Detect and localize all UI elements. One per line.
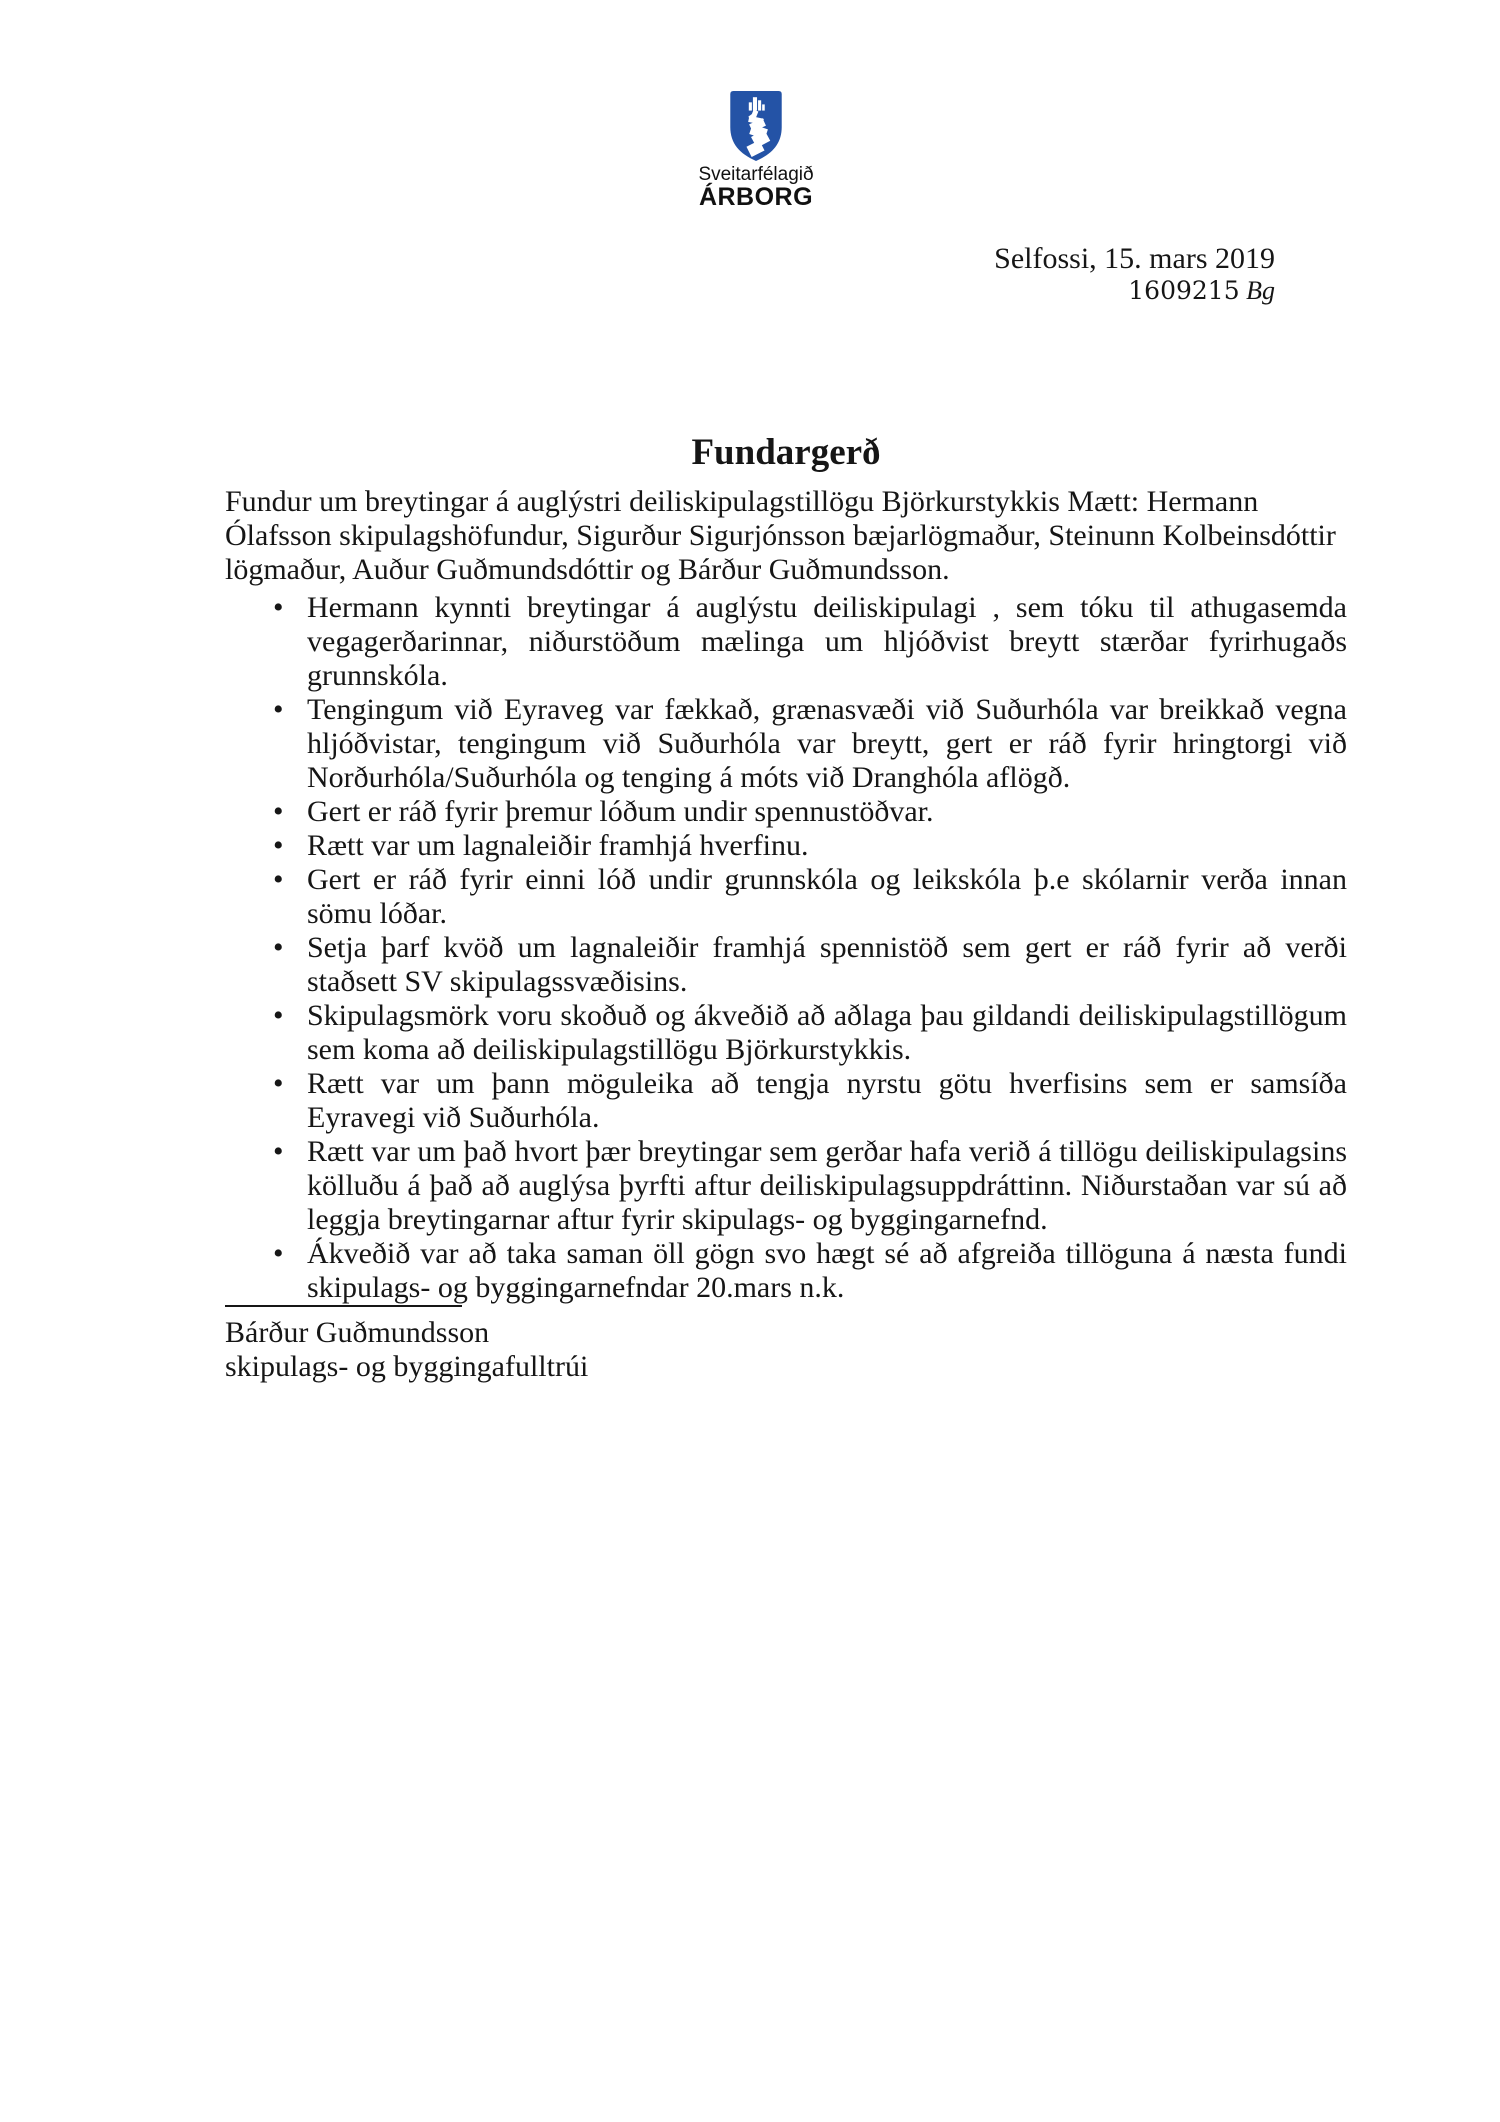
minutes-item: • Skipulagsmörk voru skoðuð og ákveðið að aðlaga þau gildandi deiliskipulagstillögum sem koma að deiliskipulagstillögu Björkurstykkis. xyxy=(307,999,1347,1067)
intro-paragraph: Fundur um breytingar á auglýstri deiliskipulagstillögu Björkurstykkis Mætt: Hermann Ólafsson skipulagshöfundur, Sigurður Sigurjónsson bæjarlögmaður, Steinunn Kolbeinsdóttir lögmaður, Auður Guðmundsdóttir og Bárður Guðmundsson. xyxy=(225,485,1336,586)
arborg-coat-of-arms-icon xyxy=(729,90,783,162)
place-date: Selfossi, 15. mars 2019 xyxy=(994,242,1275,275)
case-number: 1609215 xyxy=(1128,276,1240,305)
signature-rule xyxy=(225,1305,462,1307)
minutes-item: • Setja þarf kvöð um lagnaleiðir framhjá spennistöð sem gert er ráð fyrir að verði staðsett SV skipulagssvæðisins. xyxy=(307,931,1347,999)
logo-subtitle: Sveitarfélagið xyxy=(698,164,814,185)
minutes-list xyxy=(225,591,1347,1305)
minutes-item: • Hermann kynnti breytingar á auglýstu deiliskipulagi , sem tóku til athugasemda vegagerðarinnar, niðurstöðum mælinga um hljóðvist breytt stærðar fyrirhugaðs grunnskóla. xyxy=(307,591,1347,693)
clerk-initials: Bg xyxy=(1246,276,1275,305)
minutes-item: • Rætt var um þann möguleika að tengja nyrstu götu hverfisins sem er samsíða Eyravegi við Suðurhóla. xyxy=(307,1067,1347,1135)
minutes-item: • Tengingum við Eyraveg var fækkað, grænasvæði við Suðurhóla var breikkað vegna hljóðvistar, tengingum við Suðurhóla var breytt, gert er ráð fyrir hringtorgi við Norðurhóla/Suðurhóla og tenging á móts við Dranghóla aflögð. xyxy=(307,693,1347,795)
minutes-item: • Gert er ráð fyrir einni lóð undir grunnskóla og leikskóla þ.e skólarnir verða innan sömu lóðar. xyxy=(307,863,1347,931)
signature-role: skipulags- og byggingafulltrúi xyxy=(225,1350,589,1383)
signature-block xyxy=(225,1305,588,1384)
minutes-item: • Rætt var um lagnaleiðir framhjá hverfinu. xyxy=(307,829,1347,863)
minutes-item: • Ákveðið var að taka saman öll gögn svo hægt sé að afgreiða tillöguna á næsta fundi skipulags- og byggingarnefndar 20.mars n.k. xyxy=(307,1237,1347,1305)
page-title: Fundargerð xyxy=(691,431,881,473)
minutes-item: • Gert er ráð fyrir þremur lóðum undir spennustöðvar. xyxy=(307,795,1347,829)
signature-name: Bárður Guðmundsson xyxy=(225,1316,490,1349)
minutes-item: • Rætt var um það hvort þær breytingar sem gerðar hafa verið á tillögu deiliskipulagsins kölluðu á það að auglýsa þyrfti aftur deiliskipulagsuppdráttinn. Niðurstaðan var sú að leggja breytingarnar aftur fyrir skipulags- og byggingarnefnd. xyxy=(307,1135,1347,1237)
arborg-logo xyxy=(631,90,881,210)
reference-line xyxy=(994,277,1275,305)
dateline-block xyxy=(994,243,1275,305)
logo-title: ÁRBORG xyxy=(698,182,814,211)
